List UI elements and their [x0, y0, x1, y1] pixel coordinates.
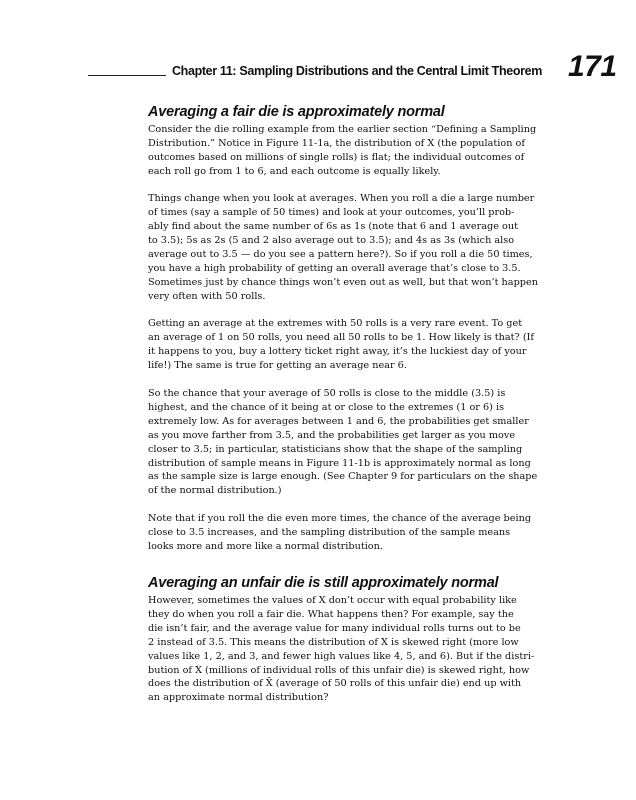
paragraph	[148, 123, 558, 179]
text-line: it happens to you, buy a lottery ticket right away, it’s the luckiest day of your	[148, 346, 527, 358]
text-line: distribution of sample means in Figure 11-1b is approximately normal as long	[148, 457, 531, 469]
text-line: each roll go from 1 to 6, and each outcome is equally likely.	[148, 165, 441, 177]
text-line: very often with 50 rolls.	[148, 290, 266, 302]
text-line: die isn’t fair, and the average value for many individual rolls turns out to be	[148, 622, 521, 634]
text-line: looks more and more like a normal distribution.	[148, 540, 383, 552]
text-line: Getting an average at the extremes with 50 rolls is a very rare event. To get	[148, 318, 523, 330]
text-line: 2 instead of 3.5. This means the distribution of X is skewed right (more low	[148, 636, 519, 648]
text-line: you have a high probability of getting an overall average that’s close to 3.5.	[148, 263, 521, 275]
header-rule	[88, 75, 166, 76]
text-line: close to 3.5 increases, and the sampling distribution of the sample means	[148, 526, 511, 538]
text-line: of times (say a sample of 50 times) and look at your outcomes, you’ll prob-	[148, 207, 515, 219]
text-line: closer to 3.5; in particular, statisticians show that the shape of the sampling	[148, 443, 523, 455]
text-line: Consider the die rolling example from the earlier section “Defining a Sampling	[148, 124, 537, 135]
text-line: as you move farther from 3.5, and the probabilities get larger as you move	[148, 429, 516, 441]
page-number: 171	[568, 50, 617, 83]
text-line: they do when you roll a fair die. What happens then? For example, say the	[148, 608, 514, 620]
text-line: Things change when you look at averages. When you roll a die a large number	[148, 193, 535, 205]
text-line: outcomes based on millions of single rolls) is flat; the individual outcomes of	[148, 151, 525, 163]
text-line: However, sometimes the values of X don’t occur with equal probability like	[148, 594, 517, 606]
text-line: as the sample size is large enough. (See Chapter 9 for particulars on the shape	[148, 471, 538, 483]
text-line: highest, and the chance of it being at or close to the extremes (1 or 6) is	[148, 401, 505, 413]
paragraph	[148, 192, 558, 304]
text-line: an approximate normal distribution?	[148, 692, 329, 704]
section-heading: Averaging an unfair die is still approximately normal	[148, 574, 499, 591]
text-line: Sometimes just by chance things won’t even out as well, but that won’t happen	[148, 277, 538, 289]
text-line: ably find about the same number of 6s as 1s (note that 6 and 1 average out	[148, 221, 518, 233]
page-content	[148, 101, 558, 705]
text-line: an average of 1 on 50 rolls, you need all 50 rolls to be 1. How likely is that? (If	[148, 332, 535, 344]
text-line: does the distribution of X̄ (average of 50 rolls of this unfair die) end up with	[148, 678, 522, 690]
text-line: Note that if you roll the die even more times, the chance of the average being	[148, 512, 532, 524]
paragraph	[148, 594, 558, 706]
text-line: life!) The same is true for getting an average near 6.	[148, 360, 407, 372]
text-line: bution of X (millions of individual rolls of this unfair die) is skewed right, how	[148, 664, 530, 676]
section-fair-die	[148, 101, 558, 554]
text-line: So the chance that your average of 50 rolls is close to the middle (3.5) is	[148, 387, 506, 399]
paragraph	[148, 387, 558, 499]
text-line: Distribution.” Notice in Figure 11-1a, the distribution of X (the population of	[148, 137, 525, 149]
text-line: to 3.5); 5s as 2s (5 and 2 also average out to 3.5); and 4s as 3s (which also	[148, 235, 515, 247]
section-unfair-die	[148, 572, 558, 706]
paragraph	[148, 317, 558, 373]
section-heading: Averaging a fair die is approximately normal	[148, 104, 445, 120]
text-line: extremely low. As for averages between 1 and 6, the probabilities get smaller	[148, 415, 529, 427]
paragraph	[148, 512, 558, 554]
text-line: values like 1, 2, and 3, and fewer high values like 4, 5, and 6). But if the distri-	[148, 650, 535, 662]
text-line: average out to 3.5 — do you see a pattern here?). So if you roll a die 50 times,	[148, 249, 533, 261]
running-head: Chapter 11: Sampling Distributions and the Central Limit Theorem	[172, 64, 543, 78]
text-line: of the normal distribution.)	[148, 485, 282, 497]
